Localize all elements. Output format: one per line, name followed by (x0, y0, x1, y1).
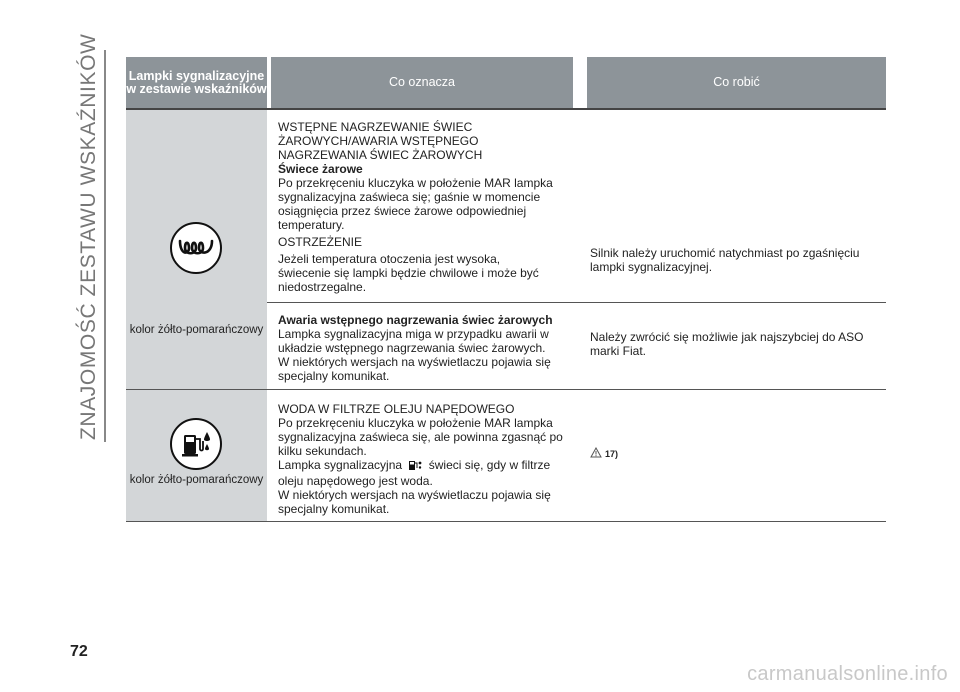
table-header (126, 57, 886, 108)
lamp-color-label: kolor żółto-pomarańczowy (129, 324, 264, 336)
warning-text: Jeżeli temperatura otoczenia jest wysoka, świecenie się lampki będzie chwilowe i może być niedostrzegalne. (278, 252, 539, 294)
fuel-pump-icon (408, 459, 422, 474)
note-reference: 17) (605, 449, 619, 459)
action-cell: Silnik należy uruchomić natychmiast po zgaśnięciu lampki sygnalizacyjnej. (590, 246, 860, 274)
body-text-inline (278, 458, 563, 488)
lamp-cell (126, 390, 267, 521)
table-bottom-rule (126, 521, 886, 522)
page-number: 72 (70, 643, 88, 660)
header-lamp: Lampki sygnalizacyjne w zestawie wskaźników (126, 57, 267, 108)
side-section-title: ZNAJOMOŚĆ ZESTAWU WSKAŹNIKÓW (77, 33, 100, 440)
subtitle: Świece żarowe (278, 162, 363, 176)
warning-lights-table (126, 57, 886, 516)
glow-plug-icon (170, 222, 222, 274)
title-caps: WSTĘPNE NAGRZEWANIE ŚWIEC ŻAROWYCH/AWARIA WSTĘPNEGO NAGRZEWANIA ŚWIEC ŻAROWYCH (278, 120, 483, 162)
body-text-part: świeci się, gdy w filtrze oleju napędowego jest woda. (278, 458, 551, 488)
table-row (126, 110, 886, 391)
body-text: W niektórych wersjach na wyświetlaczu pojawia się specjalny komunikat. (278, 355, 551, 383)
body-text: W niektórych wersjach na wyświetlaczu pojawia się specjalny komunikat. (278, 488, 551, 516)
meaning-cell (278, 120, 578, 294)
lamp-cell (126, 110, 267, 391)
watermark: carmanualsonline.info (747, 663, 948, 685)
warning-label: OSTRZEŻENIE (278, 235, 363, 249)
action-cell (590, 447, 880, 461)
body-text: Po przekręceniu kluczyka w położenie MAR lampka sygnalizacyjna zaświeca się; gaśnie w momencie osiągnięcia przez świece żarowe odpowiedniej temperatury. (278, 176, 553, 232)
water-in-fuel-icon (170, 418, 222, 470)
body-text-part: Lampka sygnalizacyjna (278, 458, 403, 472)
title-caps: WODA W FILTRZE OLEJU NAPĘDOWEGO (278, 402, 515, 416)
body-text: Po przekręceniu kluczyka w położenie MAR lampka sygnalizacyjna zaświeca się, ale powinna zgasnąć po kilku sekundach. (278, 416, 563, 458)
body-text: Lampka sygnalizacyjna miga w przypadku awarii w układzie wstępnego nagrzewania świec żarowych. (278, 327, 549, 355)
row-divider (267, 302, 886, 303)
header-action: Co robić (587, 57, 886, 108)
action-cell: Należy zwrócić się możliwie jak najszybciej do ASO marki Fiat. (590, 330, 864, 358)
header-meaning: Co oznacza (271, 57, 573, 108)
subtitle: Awaria wstępnego nagrzewania świec żarowych (278, 313, 553, 327)
warning-triangle-icon (590, 447, 602, 461)
meaning-cell (278, 313, 578, 383)
side-rule (104, 50, 106, 442)
lamp-color-label: kolor żółto-pomarańczowy (129, 474, 264, 486)
meaning-cell (278, 402, 578, 516)
table-row (126, 390, 886, 521)
